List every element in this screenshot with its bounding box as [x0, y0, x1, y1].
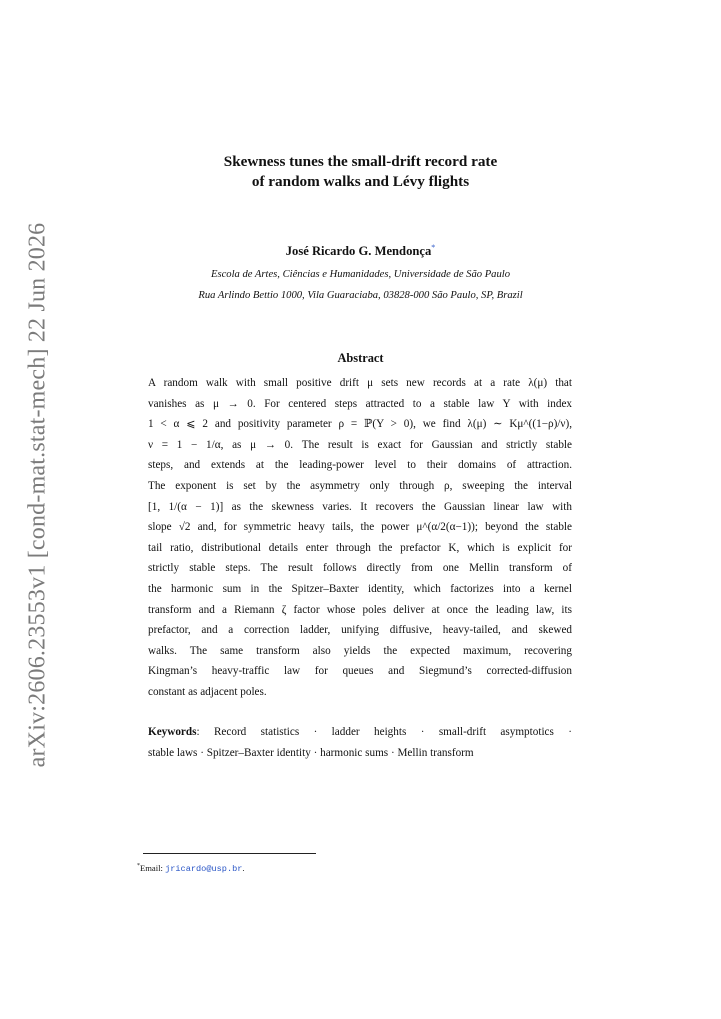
abstract-line: ν = 1 − 1/α, as μ → 0. The result is exact for Gaussian and strictly stable	[148, 438, 572, 451]
author-footnote-mark[interactable]: *	[431, 243, 436, 252]
affiliation-line-1: Escola de Artes, Ciências e Humanidades, Universidade de São Paulo	[210, 269, 511, 280]
abstract-line: constant as adjacent poles.	[148, 685, 267, 698]
abstract-body	[148, 373, 572, 703]
keywords	[148, 722, 572, 763]
abstract-line: slope √2 and, for symmetric heavy tails, the power μ^(α/2(α−1)); beyond the stable	[148, 521, 572, 534]
abstract-line: A random walk with small positive drift μ sets new records at a rate λ(μ) that	[148, 377, 572, 389]
paper-title	[0, 152, 721, 192]
abstract-line: vanishes as μ → 0. For centered steps attracted to a stable law Y with index	[148, 397, 572, 410]
abstract-line: walks. The same transform also yields the expected maximum, recovering	[148, 644, 572, 657]
keywords-text-1: : Record statistics · ladder heights · small-drift asymptotics ·	[196, 726, 572, 738]
keywords-label: Keywords	[148, 726, 197, 738]
keywords-line-2: stable laws · Spitzer–Baxter identity · harmonic sums · Mellin transform	[148, 746, 474, 759]
footnote-end: .	[242, 863, 245, 873]
author	[0, 243, 721, 259]
abstract-line: transform and a Riemann ζ factor whose poles deliver at once the leading law, its	[148, 603, 572, 616]
footnote-rule	[143, 853, 316, 854]
footnote	[137, 863, 245, 874]
title-line-1: Skewness tunes the small-drift record rate	[223, 153, 498, 170]
affiliation	[0, 264, 721, 306]
abstract-line: 1 < α ⩽ 2 and positivity parameter ρ = ℙ(Y > 0), we find λ(μ) ∼ Kμ^((1−ρ)/ν),	[148, 418, 572, 431]
abstract-line: steps, and extends at the leading-power level to their domains of attraction.	[148, 459, 572, 472]
abstract-heading: Abstract	[337, 351, 384, 365]
email-link[interactable]: jricardo@usp.br	[165, 864, 243, 874]
abstract-line: tail ratio, distributional details enter through the prefactor K, which is explicit for	[148, 541, 572, 554]
keywords-line-1	[148, 722, 572, 743]
arxiv-identifier-stamp: arXiv:2606.23553v1 [cond-mat.stat-mech] 22 Jun 2026	[24, 222, 51, 768]
abstract-line: the harmonic sum in the Spitzer–Baxter identity, which factorizes into a kernel	[148, 582, 572, 595]
affiliation-line-2: Rua Arlindo Bettio 1000, Vila Guaraciaba, 03828-000 São Paulo, SP, Brazil	[198, 290, 523, 301]
abstract-line: The exponent is set by the asymmetry only through ρ, sweeping the interval	[148, 479, 572, 492]
abstract-line: [1, 1/(α − 1)] as the skewness varies. It recovers the Gaussian linear law with	[148, 500, 572, 513]
author-name: José Ricardo G. Mendonça	[285, 244, 432, 259]
abstract-line: strictly stable steps. The result follows directly from one Mellin transform of	[148, 562, 572, 575]
footnote-mark: *	[137, 863, 140, 870]
footnote-label: Email:	[140, 863, 166, 873]
title-line-2: of random walks and Lévy flights	[251, 173, 470, 190]
abstract-line: Kingman’s heavy-traffic law for queues and Siegmund’s corrected-diffusion	[148, 665, 572, 678]
abstract-line: prefactor, and a correction ladder, unifying diffusive, heavy-tailed, and skewed	[148, 624, 572, 637]
